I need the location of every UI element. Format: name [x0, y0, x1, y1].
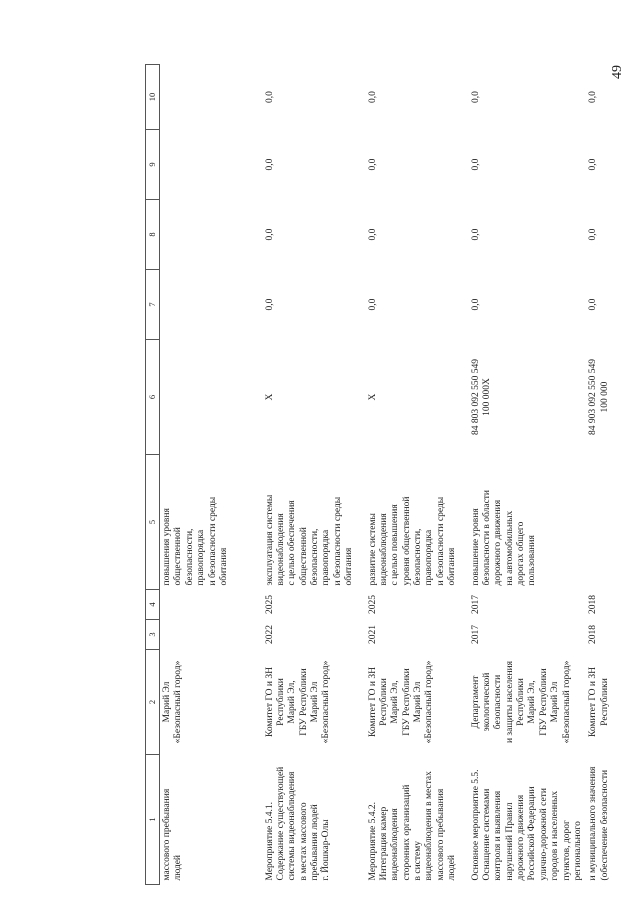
budget-code-cell: Х — [264, 393, 275, 401]
page-number-text: 49 — [610, 65, 625, 79]
header-col-1: 1 — [146, 755, 160, 885]
responsible-cell: Департамент экологической безопасности и защиты населения Республики Марий Эл, ГБУ Республики Марий Эл «Безопасный город» — [470, 660, 572, 744]
expected-result-cell: повышение уровня безопасности в области дорожного движения на автомобильных дорогах общего пользования — [470, 489, 538, 586]
value-cell-8: 0,0 — [367, 228, 378, 241]
table-row — [469, 65, 587, 885]
expected-result-cell: повышения уровня общественной безопасности, правопорядка и безопасности среды обитания — [162, 496, 229, 586]
budget-code-cell: Х — [367, 393, 378, 401]
header-col-6: 6 — [146, 340, 160, 455]
start-year-cell: 2017 — [470, 625, 481, 644]
header-col-5: 5 — [146, 455, 160, 590]
value-cell-10 — [160, 65, 263, 130]
value-cell-8: 0,0 — [264, 228, 275, 241]
header-col-10: 10 — [146, 65, 160, 130]
value-cell-7: 0,0 — [367, 298, 378, 311]
end-year-cell: 2018 — [588, 595, 599, 614]
value-cell-7 — [160, 270, 263, 340]
header-row — [146, 65, 160, 885]
header-col-7: 7 — [146, 270, 160, 340]
value-cell-8: 0,0 — [470, 228, 481, 241]
start-year-cell — [160, 620, 263, 650]
header-col-2: 2 — [146, 650, 160, 755]
measure-name-cell: и муниципального значения (обеспечение безопасности — [588, 766, 610, 881]
measure-name-cell: Мероприятие 5.4.1. Содержание существующей системы видеонаблюдения в местах массового пребывания людей г. Йошкар-Олы — [264, 766, 332, 881]
expected-result-cell: эксплуатация системы видеонаблюдения с целью обеспечения общественной безопасности, правопорядка и безопасности среды обитания — [264, 494, 355, 586]
end-year-cell: 2025 — [264, 595, 275, 614]
program-measures-table — [145, 64, 626, 885]
header-col-3: 3 — [146, 620, 160, 650]
value-cell-9: 0,0 — [264, 158, 275, 171]
value-cell-9: 0,0 — [367, 158, 378, 171]
budget-code-cell — [160, 340, 263, 455]
header-col-8: 8 — [146, 200, 160, 270]
header-col-9: 9 — [146, 130, 160, 200]
value-cell-7: 0,0 — [588, 298, 599, 311]
table-row — [366, 65, 469, 885]
rotated-table-container — [145, 65, 613, 885]
value-cell-10: 0,0 — [264, 91, 275, 103]
responsible-cell: Комитет ГО и ЗН Республики — [588, 667, 610, 737]
value-cell-7: 0,0 — [470, 298, 481, 311]
end-year-cell: 2025 — [367, 595, 378, 614]
value-cell-10: 0,0 — [470, 91, 481, 103]
measure-name-cell: массового пребывания людей — [162, 788, 184, 881]
budget-code-cell: 84 903 092 550 549 100 000 — [588, 359, 610, 435]
value-cell-7: 0,0 — [264, 298, 275, 311]
measure-name-cell: Основное мероприятие 5.5. Оснащение системами контроля и выявления нарушений Правил дорожного движения Российской Федерации улично-дорожной сети городов и населенных пунктов, дорог регионального — [470, 769, 584, 881]
expected-result-cell: развитие системы видеонаблюдения с целью повышения уровня общественной безопасности, правопорядка и безопасности среды обитания — [367, 496, 458, 586]
value-cell-8 — [160, 200, 263, 270]
header-col-4: 4 — [146, 590, 160, 620]
value-cell-9: 0,0 — [470, 158, 481, 171]
table-frame — [145, 65, 613, 885]
table-row — [263, 65, 366, 885]
measure-name-cell: Мероприятие 5.4.2. Интеграция камер видеонаблюдения сторонних организаций в систему видеонаблюдения в местах массового пребывания людей — [367, 771, 458, 881]
start-year-cell: 2022 — [264, 625, 275, 644]
responsible-cell: Марий Эл «Безопасный город» — [162, 660, 184, 744]
value-cell-8: 0,0 — [588, 228, 599, 241]
table-row — [160, 65, 263, 885]
start-year-cell: 2021 — [367, 625, 378, 644]
expected-result-cell — [586, 455, 626, 590]
end-year-cell: 2017 — [470, 595, 481, 614]
responsible-cell: Комитет ГО и ЗН Республики Марий Эл, ГБУ Республики Марий Эл «Безопасный город» — [264, 660, 332, 744]
value-cell-10: 0,0 — [588, 91, 599, 103]
table-row — [586, 65, 626, 885]
start-year-cell: 2018 — [588, 625, 599, 644]
budget-code-cell: 84 803 092 550 549 100 000Х — [470, 359, 492, 435]
value-cell-9: 0,0 — [588, 158, 599, 171]
end-year-cell — [160, 590, 263, 620]
value-cell-9 — [160, 130, 263, 200]
responsible-cell: Комитет ГО и ЗН Республики Марий Эл, ГБУ Республики Марий Эл «Безопасный город» — [367, 660, 435, 744]
value-cell-10: 0,0 — [367, 91, 378, 103]
